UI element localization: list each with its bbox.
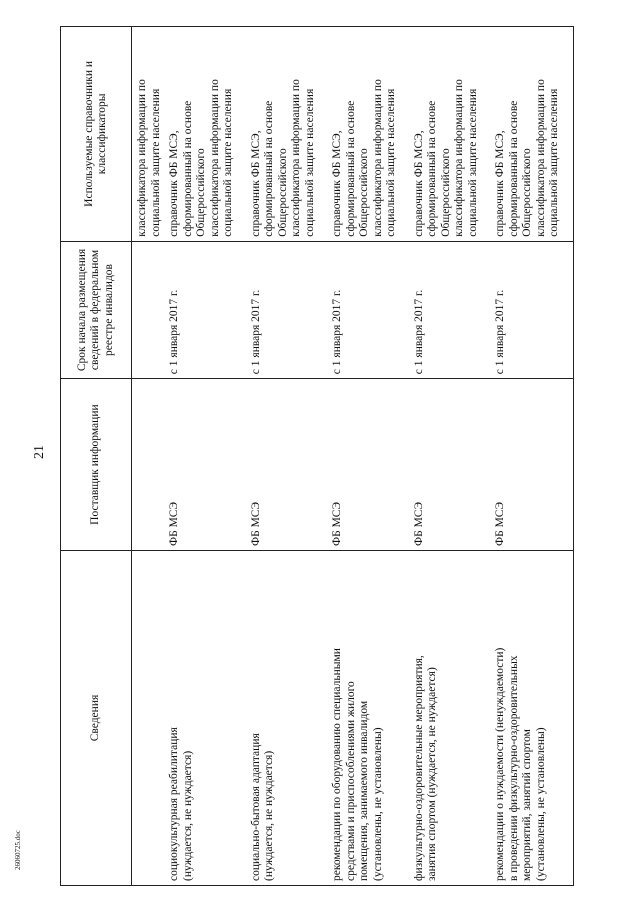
- file-name-label: 26060725.doc: [14, 830, 22, 870]
- cell-date: [329, 241, 410, 378]
- table-row: [248, 27, 329, 886]
- cell-supplier: [166, 379, 247, 551]
- cell-date: [248, 241, 329, 378]
- cell-classifiers-text: классификатора информации по социальной защите населения: [136, 79, 162, 237]
- cell-supplier-text: ФБ МСЭ: [331, 501, 344, 546]
- cell-classifiers-text: справочник ФБ МСЭ, сформированный на основе Общероссийского классификатора информации по социальной защите населения: [331, 79, 398, 237]
- table-row: [329, 27, 410, 886]
- header-start-date: Срок начала размещения сведений в федеральном реестре инвалидов: [61, 241, 132, 378]
- cell-classifiers-text: справочник ФБ МСЭ, сформированный на основе Общероссийского классификатора информации по социальной защите населения: [412, 79, 479, 237]
- cell-info-text: рекомендации по оборудованию специальными средствами и приспособлениями жилого помещения, занимаемого инвалидом (установлены, не установлены): [331, 648, 384, 881]
- cell-date-text: с 1 января 2017 г.: [249, 289, 262, 375]
- cell-info: [132, 551, 167, 886]
- page-number: 21: [32, 445, 47, 459]
- cell-classifiers-text: справочник ФБ МСЭ, сформированный на основе Общероссийского классификатора информации по социальной защите населения: [168, 79, 235, 237]
- header-supplier: Поставщик информации: [61, 379, 132, 551]
- cell-info: [166, 551, 247, 886]
- cell-info-text: социокультурная реабилитация (нуждается, не нуждается): [168, 727, 194, 881]
- cell-classifiers: [329, 27, 410, 242]
- cell-date-text: с 1 января 2017 г.: [412, 289, 425, 375]
- cell-info: [329, 551, 410, 886]
- cell-date: [166, 241, 247, 378]
- cell-info-text: социально-бытовая адаптация (нуждается, не нуждается): [249, 733, 276, 881]
- table-row: [492, 27, 574, 886]
- cell-date: [132, 241, 167, 378]
- cell-info-text: рекомендации о нуждаемости (ненуждаемости) в проведении физкультурно-оздоровительных мероприятий, занятий спортом (установлены, не установлены): [494, 647, 547, 881]
- cell-supplier-text: ФБ МСЭ: [249, 501, 262, 546]
- cell-supplier-text: ФБ МСЭ: [412, 501, 425, 546]
- cell-info: [411, 551, 492, 886]
- cell-date: [411, 241, 492, 378]
- cell-classifiers: [248, 27, 329, 242]
- cell-supplier: [329, 379, 410, 551]
- cell-info: [492, 551, 574, 886]
- cell-supplier: [411, 379, 492, 551]
- cell-date: [492, 241, 574, 378]
- table-header-row: [61, 27, 132, 886]
- registry-table: [60, 26, 574, 886]
- cell-classifiers: [411, 27, 492, 242]
- cell-date-text: с 1 января 2017 г.: [494, 289, 506, 375]
- cell-supplier-text: ФБ МСЭ: [168, 501, 181, 546]
- cell-supplier: [492, 379, 574, 551]
- cell-classifiers: [132, 27, 167, 242]
- cell-supplier: [248, 379, 329, 551]
- cell-date-text: с 1 января 2017 г.: [168, 289, 181, 375]
- cell-supplier: [132, 379, 167, 551]
- table-row: [132, 27, 167, 886]
- cell-date-text: с 1 января 2017 г.: [331, 289, 344, 375]
- cell-info: [248, 551, 329, 886]
- header-classifiers: Используемые справочники и классификаторы: [61, 27, 132, 242]
- cell-classifiers: [492, 27, 574, 242]
- cell-classifiers-text: справочник ФБ МСЭ, сформированный на основе Общероссийского классификатора информации по социальной защите населения: [494, 79, 560, 237]
- cell-classifiers-text: справочник ФБ МСЭ, сформированный на основе Общероссийского классификатора информации по социальной защите населения: [249, 79, 316, 237]
- cell-supplier-text: ФБ МСЭ: [494, 501, 506, 546]
- header-info: Сведения: [61, 551, 132, 886]
- rotated-table-container: [60, 26, 574, 886]
- cell-classifiers: [166, 27, 247, 242]
- table-row: [411, 27, 492, 886]
- cell-info-text: физкультурно-оздоровительные мероприятия, занятия спортом (нуждается, не нуждается): [412, 655, 439, 881]
- table-row: [166, 27, 247, 886]
